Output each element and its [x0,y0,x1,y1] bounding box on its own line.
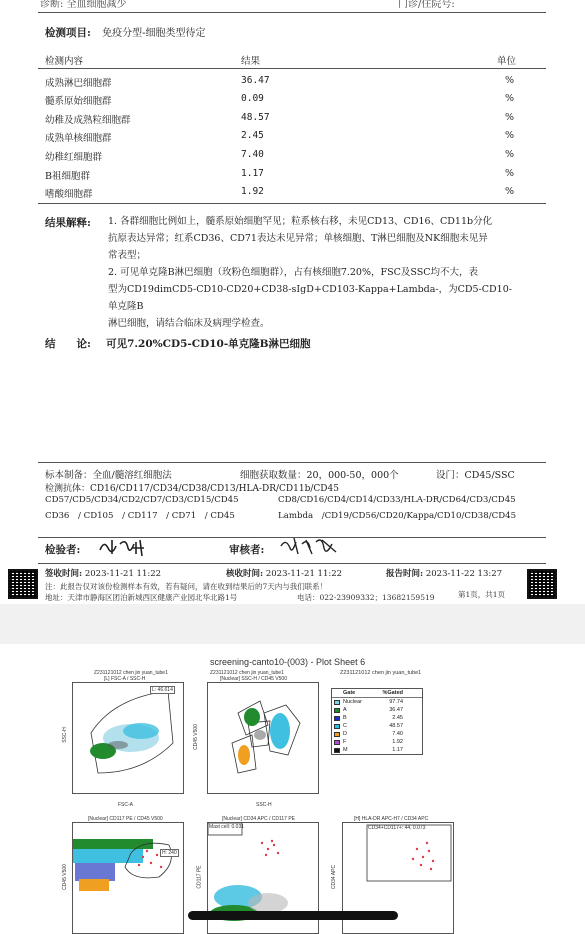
sample-prep: 标本制备：全血/髓溶红细胞法 [45,470,172,481]
cell-count: 细胞获取数量：20，000-50，000个 [240,470,399,481]
gate-row: A 36.47 [332,706,422,714]
interpretation-line: 常表型； [108,250,147,261]
sign-time-label: 签收时间: [45,569,83,579]
test-item-value: 免疫分型-细胞类型待定 [102,28,206,39]
plot4-y-axis: CD45 V500 [61,864,68,890]
row-value: 48.57 [241,112,270,123]
divider [38,12,546,13]
conclusion [45,336,311,351]
row-name: 幼稚红细胞群 [45,152,103,163]
plot2-title: Z231121012 chen jin yuan_tube1 [210,670,284,676]
row-value: 0.09 [241,93,264,104]
table-row [45,130,545,148]
row-unit: % [505,93,515,104]
row-unit: % [505,112,515,123]
row-unit: % [505,186,515,197]
gate-header-name: Gate [343,690,356,696]
plot-sheet [0,644,585,934]
table-row [45,112,545,130]
header-content: 检测内容 [45,56,84,67]
gate-row: F 1.92 [332,738,422,746]
row-name: 嗜酸细胞群 [45,189,93,200]
row-name: 髓系原始细胞群 [45,96,112,107]
gate-row: M 1.17 [332,746,422,754]
examiner-label: 检验者: [45,544,81,556]
plot6-y-axis: CD34 APC [331,864,338,890]
antibody-label: 检测抗体：CD16/CD117/CD34/CD38/CD13/HLA-DR/CD11b/CD45 [45,484,339,494]
plot1-x-axis: FSC-A [118,802,133,808]
plot2-x-axis: SSC-H [256,802,272,808]
patient-number-label: 门诊/住院号: [398,0,455,10]
gate-statistics-table [331,688,423,755]
antibody-panel: Lambda /CD19/CD56/CD20/Kappa/CD10/CD38/CD45 [278,511,517,521]
gate-row: C 48.57 [332,722,422,730]
plot-sheet-title: screening-canto10-(003) - Plot Sheet 6 [210,657,366,667]
divider [38,563,546,564]
row-unit: % [505,75,515,86]
receive-time [226,567,342,579]
plot4-gate-label: H: 240 [162,850,177,856]
plot5-gate-label: Mast cell: 0.031 [209,824,245,830]
plot2-scatter [208,683,318,793]
plot5-y-axis: CD117 PE [196,865,203,889]
gate-row: B 2.45 [332,714,422,722]
report-time-value: 2023-11-22 13:27 [425,569,503,579]
row-value: 7.40 [241,149,264,160]
antibody-panel: CD8/CD16/CD4/CD14/CD33/HLA-DR/CD64/CD3/CD45 [278,495,516,505]
plot4-scatter [73,823,183,933]
row-name: 成熟淋巴细胞群 [45,78,112,89]
divider [38,203,546,204]
header-result: 结果 [241,56,261,67]
examiner-signature [98,536,150,558]
row-name: 成熟单核细胞群 [45,133,112,144]
table-row [45,93,545,111]
gate-header-value: %Gated [382,690,403,696]
divider [38,68,546,69]
plot2-ssc-cd45 [207,682,319,794]
interpretation-line: 1. 各群细胞比例如上，髓系原始细胞罕见；粒系核右移，未见CD13、CD16、CD11b分化 [108,216,493,227]
diagnosis-text: 诊断: 全血细胞减少 [40,0,127,10]
table-row [45,75,545,93]
row-value: 36.47 [241,75,270,86]
plot6-gate-label: CD34+CD117+: 44, 0.073 [368,825,426,831]
gate-row: Nuclear 97.74 [332,698,422,706]
antibody-panel: CD57/CD5/CD34/CD2/CD7/CD3/CD15/CD45 [45,495,239,505]
row-unit: % [505,149,515,160]
home-indicator[interactable] [188,911,398,920]
sign-time-value: 2023-11-21 11:22 [84,569,162,579]
plot6-subtitle: [H] HLA-DR APC-H7 / CD34 APC [354,816,429,822]
footer-address: 地址：天津市静海区团泊新城西区健康产业园北华北路1号 [45,593,238,602]
reviewer-signature [278,534,340,558]
antibody-panel: CD36 / CD105 / CD117 / CD71 / CD45 [45,511,235,521]
plot1-subtitle: [L] FSC-A / SSC-H [104,676,146,682]
reviewer-label: 审核者: [229,544,265,556]
row-value: 1.17 [241,168,264,179]
receive-time-value: 2023-11-21 11:22 [265,569,343,579]
plot2-subtitle: [Nuclear] SSC-H / CD45 V500 [220,676,287,682]
test-item-label: 检测项目: [45,27,91,39]
interpretation-label: 结果解释: [45,217,91,229]
qr-code-left [8,569,38,599]
plot1-fsc-ssc [72,682,184,794]
top-cut-header [0,0,585,12]
conclusion-value: 可见7.20%CD5-CD10-单克隆B淋巴细胞 [106,338,311,350]
plot4-cd117-cd45 [72,822,184,934]
row-value: 2.45 [241,130,264,141]
interpretation-line: 抗原表达异常；红系CD36、CD71表达未见异常；单核细胞、T淋巴细胞及NK细胞未见异 [108,233,488,244]
plot4-subtitle: [Nuclear] CD117 PE / CD45 V500 [88,816,163,822]
plot5-subtitle: [Nuclear] CD34 APC / CD117 PE [222,816,295,822]
interpretation-text [108,213,518,332]
interpretation-line: 2. 可见单克隆B淋巴细胞（玫粉色细胞群），占有核细胞7.20%，FSC及SSC均不大，表 [108,267,478,278]
report-time [386,567,502,579]
gate-table-header [332,689,422,698]
table-row [45,186,545,204]
interpretation-line: 淋巴细胞，请结合临床及病理学检查。 [108,318,270,329]
qr-code-right [527,569,557,599]
report-time-label: 报告时间: [386,569,424,579]
row-name: 幼稚及成熟粒细胞群 [45,115,131,126]
page-number: 第1页，共1页 [458,590,506,599]
row-unit: % [505,168,515,179]
footer-phone: 电话：022-23909332；13682159519 [297,593,435,602]
plot2-y-axis: CD45 V500 [192,724,199,750]
plot1-scatter [73,683,183,793]
plot1-y-axis: SSC-H [61,727,68,743]
table-row [45,149,545,167]
page-gap [0,604,585,644]
footer-note: 注：此报告仅对该份检测样本有效，若有疑问，请在收到结果后的7天内与我们联系！ [45,582,328,591]
divider [38,462,546,463]
table-row [45,168,545,186]
interpretation-line: 型为CD19dimCD5-CD10-CD20+CD38-sIgD+CD103-Kappa+Lambda-，为CD5-CD10-单克隆B [108,284,512,312]
receive-time-label: 核收时间: [226,569,264,579]
row-value: 1.92 [241,186,264,197]
plot3-title: Z231121012 chen jin yuan_tube1 [340,670,422,676]
plot1-gate-label: L: 46.614 [152,687,173,693]
gating-strategy: 设门：CD45/SSC [436,470,515,481]
row-name: B祖细胞群 [45,171,90,182]
row-unit: % [505,130,515,141]
sign-time [45,567,161,579]
gate-row: D 7.40 [332,730,422,738]
header-unit: 单位 [497,56,517,67]
plot1-title: Z231121012 chen jin yuan_tube1 [94,670,168,676]
test-item [45,24,205,40]
conclusion-label: 结 论: [45,338,91,350]
